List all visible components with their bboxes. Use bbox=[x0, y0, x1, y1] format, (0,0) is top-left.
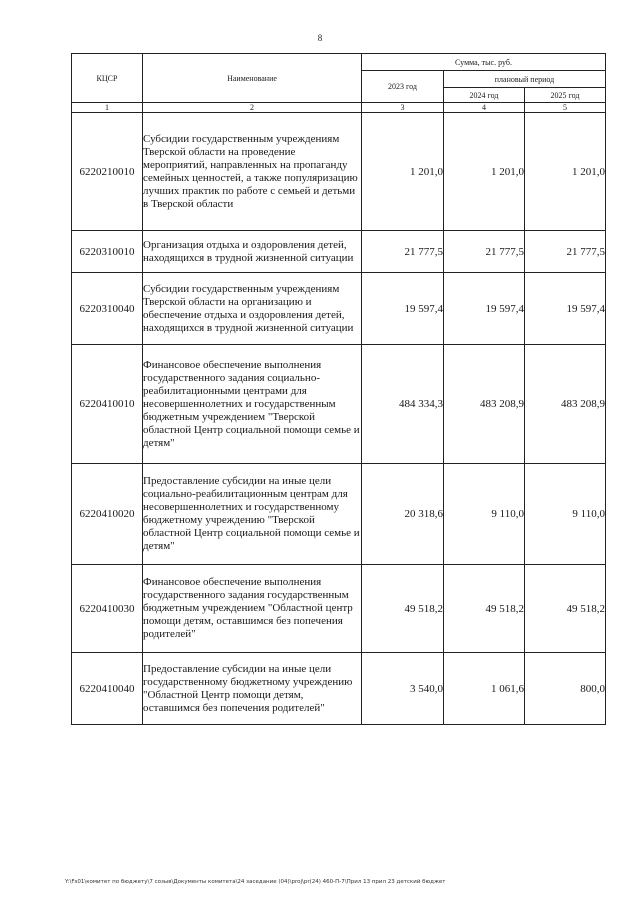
table-row bbox=[72, 565, 606, 653]
column-number: 3 bbox=[362, 103, 444, 113]
row-value-2025: 1 201,0 bbox=[525, 113, 606, 231]
row-value-2024: 9 110,0 bbox=[444, 464, 525, 565]
column-number: 4 bbox=[444, 103, 525, 113]
row-value-2023: 3 540,0 bbox=[362, 653, 444, 725]
row-value-2024: 1 201,0 bbox=[444, 113, 525, 231]
row-name: Организация отдыха и оздоровления детей, находящихся в трудной жизненной ситуации bbox=[143, 231, 362, 273]
row-code: 6220410030 bbox=[72, 565, 143, 653]
row-value-2023: 484 334,3 bbox=[362, 345, 444, 464]
row-name: Финансовое обеспечение выполнения государственного задания государственным бюджетным учреждением "Областной центр помощи детям, оставшимся без попечения родителей" bbox=[143, 565, 362, 653]
header-sum-group: Сумма, тыс. руб. bbox=[362, 54, 606, 71]
column-number: 2 bbox=[143, 103, 362, 113]
row-code: 6220310010 bbox=[72, 231, 143, 273]
row-name: Предоставление субсидии на иные цели социально-реабилитационным центрам для несовершеннолетних и государственному бюджетному учреждению "Тверской областной Центр социальной помощи семье и детям" bbox=[143, 464, 362, 565]
row-code: 6220410040 bbox=[72, 653, 143, 725]
row-value-2024: 21 777,5 bbox=[444, 231, 525, 273]
row-value-2023: 49 518,2 bbox=[362, 565, 444, 653]
column-number: 5 bbox=[525, 103, 606, 113]
row-value-2025: 49 518,2 bbox=[525, 565, 606, 653]
row-code: 6220310040 bbox=[72, 273, 143, 345]
table-row bbox=[72, 464, 606, 565]
table-row bbox=[72, 231, 606, 273]
header-code: КЦСР bbox=[72, 54, 143, 103]
row-value-2025: 800,0 bbox=[525, 653, 606, 725]
row-value-2025: 9 110,0 bbox=[525, 464, 606, 565]
table-row bbox=[72, 653, 606, 725]
row-value-2023: 21 777,5 bbox=[362, 231, 444, 273]
budget-table bbox=[71, 53, 606, 725]
header-year-2024: 2024 год bbox=[444, 88, 525, 103]
row-code: 6220210010 bbox=[72, 113, 143, 231]
row-name: Предоставление субсидии на иные цели государственному бюджетному учреждению "Областной Центр помощи детям, оставшимся без попечения родителей" bbox=[143, 653, 362, 725]
table-row bbox=[72, 345, 606, 464]
row-value-2023: 1 201,0 bbox=[362, 113, 444, 231]
row-value-2024: 19 597,4 bbox=[444, 273, 525, 345]
row-value-2024: 1 061,6 bbox=[444, 653, 525, 725]
column-number: 1 bbox=[72, 103, 143, 113]
row-name: Субсидии государственным учреждениям Тверской области на организацию и обеспечение отдыха и оздоровления детей, находящихся в трудной жизненной ситуации bbox=[143, 273, 362, 345]
header-planned-period: плановый период bbox=[444, 71, 606, 88]
page-number: 8 bbox=[317, 33, 323, 43]
row-value-2023: 19 597,4 bbox=[362, 273, 444, 345]
row-code: 6220410020 bbox=[72, 464, 143, 565]
row-name: Финансовое обеспечение выполнения государственного задания социально-реабилитационными центрами для несовершеннолетних и государственным бюджетным учреждением "Тверской областной Центр социальной помощи семье и детям" bbox=[143, 345, 362, 464]
row-code: 6220410010 bbox=[72, 345, 143, 464]
row-value-2024: 49 518,2 bbox=[444, 565, 525, 653]
row-value-2025: 19 597,4 bbox=[525, 273, 606, 345]
header-name: Наименование bbox=[143, 54, 362, 103]
row-name: Субсидии государственным учреждениям Тверской области на проведение мероприятий, направленных на пропаганду семейных ценностей, а также популяризацию лучших практик по работе с семьей и детьми в Тверской области bbox=[143, 113, 362, 231]
file-path-footer: Y:\Fs01\комитет по бюджету\7 созыв\Документы комитета\24 заседание (04)\proj\pr(24) 460-П-7\Прил 13 прил 23 детский бюджет bbox=[65, 879, 446, 885]
row-value-2025: 21 777,5 bbox=[525, 231, 606, 273]
header-year-2023: 2023 год bbox=[362, 71, 444, 103]
table-row bbox=[72, 113, 606, 231]
row-value-2025: 483 208,9 bbox=[525, 345, 606, 464]
row-value-2023: 20 318,6 bbox=[362, 464, 444, 565]
table-row bbox=[72, 273, 606, 345]
row-value-2024: 483 208,9 bbox=[444, 345, 525, 464]
header-year-2025: 2025 год bbox=[525, 88, 606, 103]
